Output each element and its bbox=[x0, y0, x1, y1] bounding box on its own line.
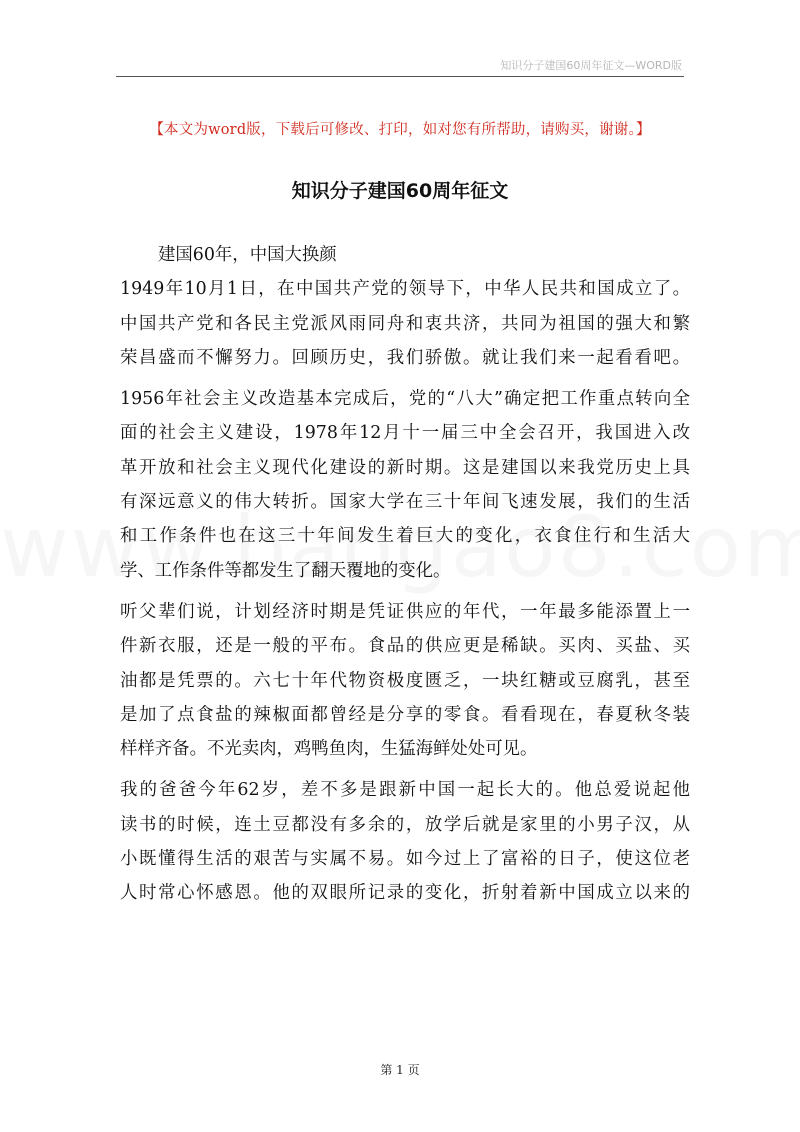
text-line: 1949年10月1日，在中国共产党的领导下，中华人民共和国成立了。 bbox=[120, 279, 690, 300]
text-line: 读书的时候，连土豆都没有多余的，放学后就是家里的小男子汉，从 bbox=[120, 814, 690, 835]
text-line: 革开放和社会主义现代化建设的新时期。这是建国以来我党历史上具 bbox=[120, 457, 690, 478]
text-line: 人时常心怀感恩。他的双眼所记录的变化，折射着新中国成立以来的 bbox=[120, 883, 690, 904]
text-line: 我的爸爸今年62岁，差不多是跟新中国一起长大的。他总爱说起他 bbox=[120, 780, 690, 801]
purchase-notice: 【本文为word版，下载后可修改、打印，如对您有所帮助，请购买，谢谢。】 bbox=[149, 122, 651, 138]
text-line: 中国共产党和各民主党派风雨同舟和衷共济，共同为祖国的强大和繁 bbox=[120, 313, 690, 334]
page-number: 第 1 页 bbox=[380, 1063, 420, 1077]
text-line: 油都是凭票的。六七十年代物资极度匮乏，一块红糖或豆腐乳，甚至 bbox=[120, 670, 690, 691]
text-line: 荣昌盛而不懈努力。回顾历史，我们骄傲。就让我们来一起看看吧。 bbox=[120, 347, 690, 368]
paragraph-1 bbox=[120, 272, 690, 375]
text-line: 样样齐备。不光卖肉，鸡鸭鱼肉，生猛海鲜处处可见。 bbox=[120, 739, 538, 760]
text-line: 和工作条件也在这三十年间发生着巨大的变化，衣食住行和生活大 bbox=[120, 526, 690, 547]
paragraph-gap bbox=[120, 588, 690, 595]
page-header-text: 知识分子建国60周年征文—WORD版 bbox=[500, 59, 682, 72]
text-line: 是加了点食盐的辣椒面都曾经是分享的零食。看看现在，春夏秋冬装 bbox=[120, 704, 690, 725]
text-line: 1956年社会主义改造基本完成后，党的“八大”确定把工作重点转向全 bbox=[120, 389, 690, 410]
paragraph-gap bbox=[120, 375, 690, 382]
subtitle-line: 建国60年，中国大换颜 bbox=[158, 245, 337, 265]
document-body bbox=[120, 238, 690, 911]
header-divider bbox=[116, 76, 684, 77]
text-line: 件新衣服，还是一般的平布。食品的供应更是稀缺。买肉、买盐、买 bbox=[120, 636, 690, 657]
paragraph-4 bbox=[120, 773, 690, 910]
text-line: 学、工作条件等都发生了翻天覆地的变化。 bbox=[120, 560, 451, 581]
document-title: 知识分子建国60周年征文 bbox=[291, 180, 509, 202]
paragraph-gap bbox=[120, 766, 690, 773]
text-line: 听父辈们说，计划经济时期是凭证供应的年代，一年最多能添置上一 bbox=[120, 601, 690, 622]
text-line: 面的社会主义建设，1978年12月十一届三中全会召开，我国进入改 bbox=[120, 423, 690, 444]
paragraph-2 bbox=[120, 382, 690, 588]
text-line: 小既懂得生活的艰苦与实属不易。如今过上了富裕的日子，使这位老 bbox=[120, 849, 690, 870]
text-line: 有深远意义的伟大转折。国家大学在三十年间飞速发展，我们的生活 bbox=[120, 492, 690, 513]
paragraph-3 bbox=[120, 595, 690, 766]
